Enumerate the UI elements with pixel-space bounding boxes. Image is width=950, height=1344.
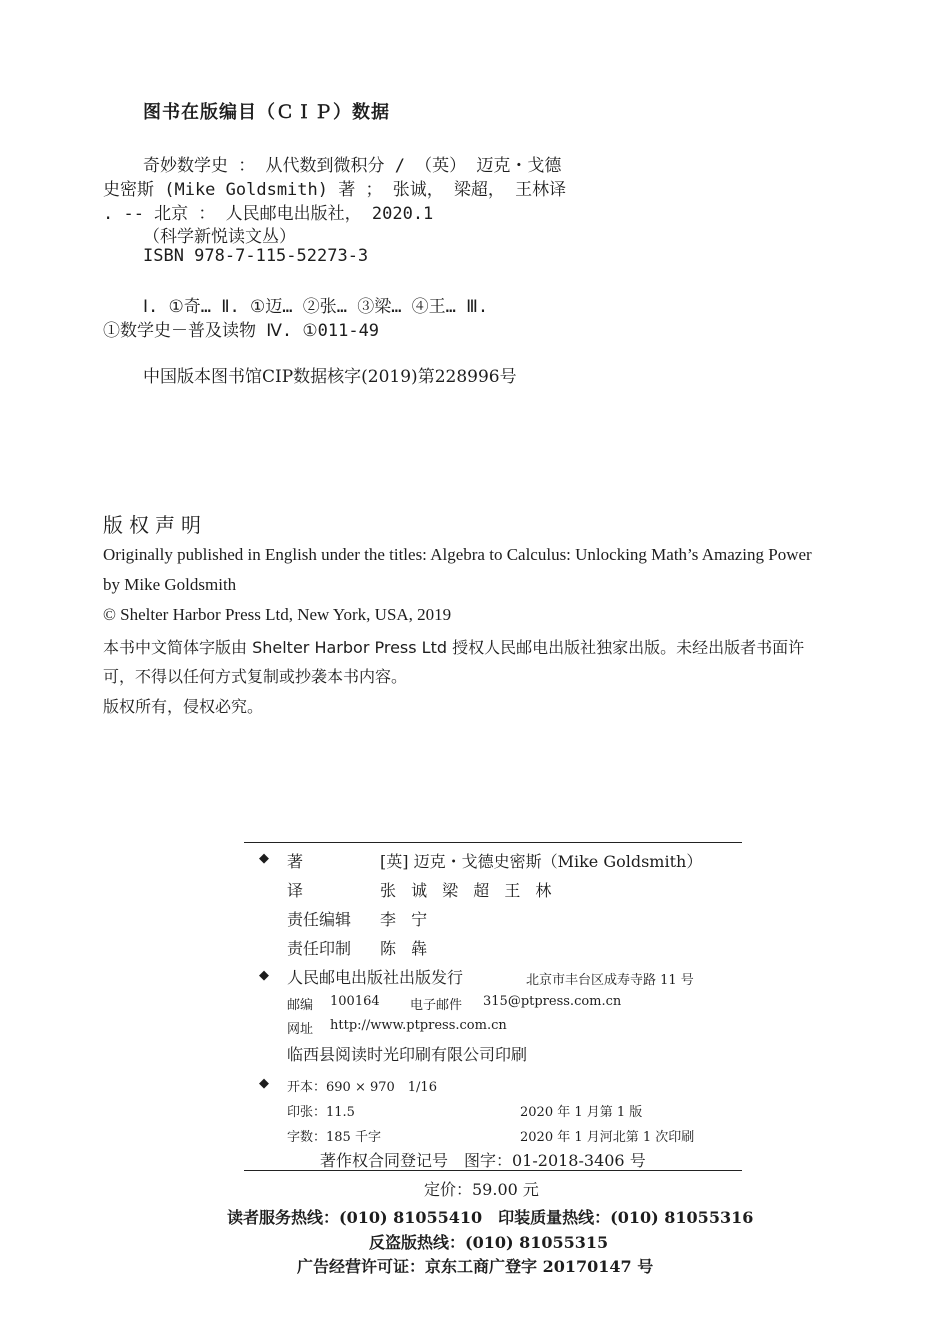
printer: 临西县阅读时光印刷有限公司印刷 xyxy=(287,1045,528,1064)
print-manager-value: 陈 犇 xyxy=(380,939,428,958)
bullet-diamond-icon: ◆ xyxy=(259,851,269,866)
postcode-value: 100164 xyxy=(330,994,380,1009)
copyright-author: by Mike Goldsmith xyxy=(103,575,237,594)
cip-number: 中国版本图书馆CIP数据核字(2019)第228996号 xyxy=(143,367,517,387)
copyright-reserved: 版权所有，侵权必究。 xyxy=(103,697,264,716)
copyright-license-2: 可，不得以任何方式复制或抄袭本书内容。 xyxy=(103,667,408,686)
cip-title: 图书在版编目（ＣＩＰ）数据 xyxy=(143,102,390,123)
bullet-diamond-icon: ◆ xyxy=(259,1076,269,1091)
printing: 2020 年 1 月河北第 1 次印刷 xyxy=(520,1130,695,1145)
editor-value: 李 宁 xyxy=(380,910,428,929)
publisher: 人民邮电出版社出版发行 xyxy=(287,968,464,987)
publisher-address: 北京市丰台区成寿寺路 11 号 xyxy=(526,973,694,988)
cip-classification-2: ①数学史－普及读物 Ⅳ. ①011-49 xyxy=(103,321,380,341)
copyright-holder: © Shelter Harbor Press Ltd, New York, USA, 2019 xyxy=(103,605,452,624)
cip-author-line: 史密斯 (Mike Goldsmith) 著 ； 张诚， 梁超， 王林译 xyxy=(103,180,567,200)
price: 定价：59.00 元 xyxy=(424,1180,539,1199)
cip-title-line: 奇妙数学史 ： 从代数到微积分 / （英） 迈克・戈德 xyxy=(143,156,562,176)
copyright-contract: 著作权合同登记号 图字：01-2018-3406 号 xyxy=(320,1151,646,1170)
anti-piracy-hotline: 反盗版热线：(010) 81055315 xyxy=(369,1233,609,1252)
website-value: http://www.ptpress.com.cn xyxy=(330,1018,507,1033)
translator-value: 张 诚 梁 超 王 林 xyxy=(380,881,552,900)
author-value: [英] 迈克・戈德史密斯（Mike Goldsmith） xyxy=(380,852,703,871)
edition: 2020 年 1 月第 1 版 xyxy=(520,1105,643,1120)
copyright-heading: 版权声明 xyxy=(103,513,207,537)
copyright-original-title: Originally published in English under the titles: Algebra to Calculus: Unlocking Math’s Amazing Power xyxy=(103,545,812,564)
print-manager-label: 责任印制 xyxy=(287,939,352,958)
cip-series-line: （科学新悦读文丛） xyxy=(143,227,296,247)
author-label: 著 xyxy=(287,852,304,871)
translator-label: 译 xyxy=(287,881,304,900)
imprint-top-rule xyxy=(244,842,742,843)
cip-classification-1: Ⅰ. ①奇… Ⅱ. ①迈… ②张… ③梁… ④王… Ⅲ. xyxy=(143,297,489,317)
cip-publisher-line: . -- 北京 ： 人民邮电出版社， 2020.1 xyxy=(103,204,434,224)
ad-license: 广告经营许可证：京东工商广登字 20170147 号 xyxy=(297,1257,654,1276)
word-count: 字数：185 千字 xyxy=(287,1130,381,1145)
editor-label: 责任编辑 xyxy=(287,910,352,929)
postcode-label: 邮编 xyxy=(287,998,314,1013)
reader-service-hotline: 读者服务热线：(010) 81055410 印装质量热线：(010) 81055316 xyxy=(227,1208,754,1227)
copyright-license-1: 本书中文简体字版由 Shelter Harbor Press Ltd 授权人民邮电出版社独家出版。未经出版者书面许 xyxy=(103,638,805,657)
bullet-diamond-icon: ◆ xyxy=(259,968,269,983)
print-sheets: 印张：11.5 xyxy=(287,1105,355,1120)
email-value: 315@ptpress.com.cn xyxy=(483,994,622,1009)
cip-isbn: ISBN 978-7-115-52273-3 xyxy=(143,246,369,266)
email-label: 电子邮件 xyxy=(410,998,463,1013)
imprint-bottom-rule xyxy=(244,1170,742,1171)
format: 开本：690 × 970 1/16 xyxy=(287,1080,437,1095)
website-label: 网址 xyxy=(287,1022,314,1037)
